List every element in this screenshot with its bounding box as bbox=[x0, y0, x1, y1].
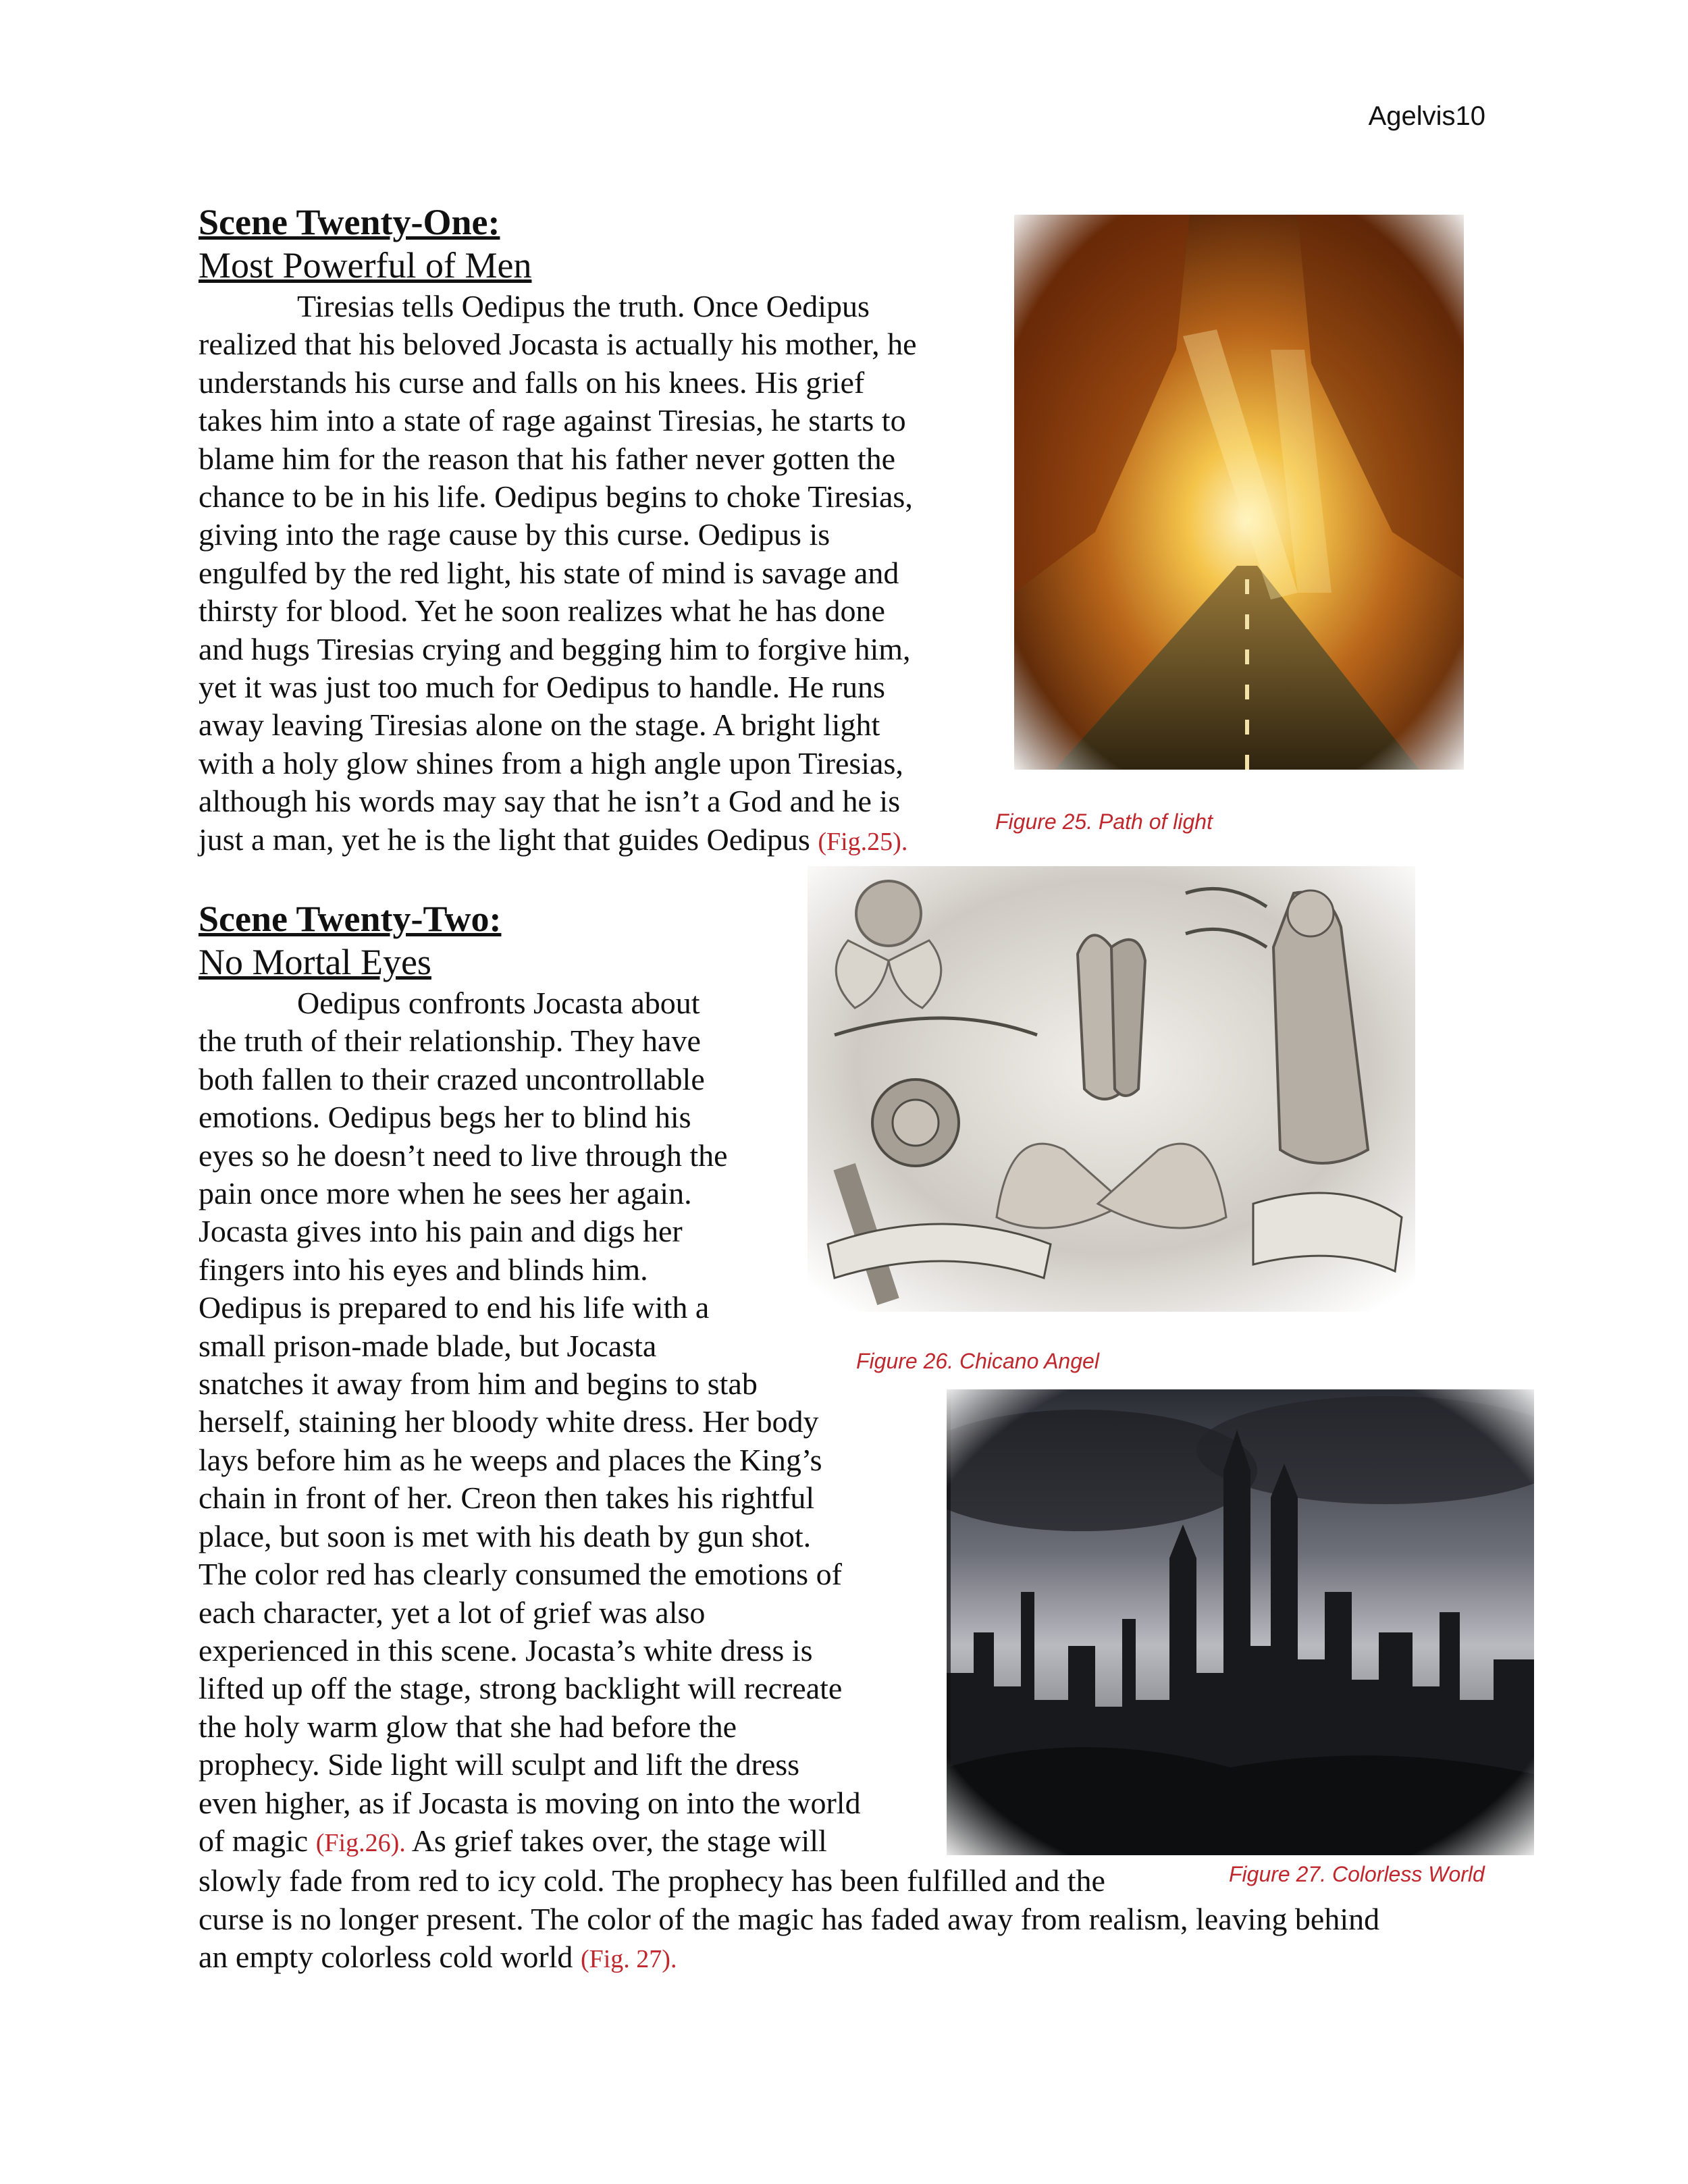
text-line: with a holy glow shines from a high angle upon Tiresias, bbox=[199, 745, 903, 780]
text-line: experienced in this scene. Jocasta’s white dress is bbox=[199, 1632, 813, 1668]
text-line: takes him into a state of rage against Tiresias, he starts to bbox=[199, 403, 906, 438]
figure-reference: (Fig.25). bbox=[818, 827, 908, 856]
text-line: both fallen to their crazed uncontrollable bbox=[199, 1061, 705, 1096]
scene-22-subtitle: No Mortal Eyes bbox=[199, 942, 431, 982]
figure-27-image bbox=[947, 1389, 1534, 1855]
scene-21-title: Scene Twenty-One: bbox=[199, 202, 500, 242]
text-line: chance to be in his life. Oedipus begins to choke Tiresias, bbox=[199, 479, 913, 514]
text-line: giving into the rage cause by this curse. Oedipus is bbox=[199, 517, 830, 552]
text-line: place, but soon is met with his death by gun shot. bbox=[199, 1518, 812, 1553]
text-line: even higher, as if Jocasta is moving on into the world bbox=[199, 1785, 861, 1820]
text-line: Tiresias tells Oedipus the truth. Once Oedipus bbox=[297, 289, 870, 323]
figure-reference: (Fig. 27). bbox=[580, 1945, 677, 1974]
text-line: Jocasta gives into his pain and digs her bbox=[199, 1214, 683, 1249]
text-line: and hugs Tiresias crying and begging him to forgive him, bbox=[199, 631, 911, 666]
text-line: lays before him as he weeps and places the King’s bbox=[199, 1442, 822, 1477]
text-line: slowly fade from red to icy cold. The prophecy has been fulfilled and the bbox=[199, 1863, 1105, 1898]
text-line: engulfed by the red light, his state of mind is savage and bbox=[199, 555, 899, 590]
text-line: realized that his beloved Jocasta is actually his mother, he bbox=[199, 327, 917, 362]
text-line: blame him for the reason that his father never gotten the bbox=[199, 441, 896, 476]
figure-27-caption: Figure 27. Colorless World bbox=[1229, 1862, 1485, 1886]
text-line: prophecy. Side light will sculpt and lift the dress bbox=[199, 1747, 800, 1782]
text-line: an empty colorless cold world (Fig. 27). bbox=[199, 1940, 677, 1975]
text-line: of magic (Fig.26). As grief takes over, the stage will bbox=[199, 1823, 827, 1858]
text-line: understands his curse and falls on his knees. His grief bbox=[199, 365, 865, 400]
text-line: thirsty for blood. Yet he soon realizes what he has done bbox=[199, 593, 885, 629]
text-line: pain once more when he sees her again. bbox=[199, 1176, 692, 1211]
text-line: emotions. Oedipus begs her to blind his bbox=[199, 1100, 691, 1135]
scene-21-paragraph bbox=[199, 288, 916, 861]
text-line: snatches it away from him and begins to stab bbox=[199, 1366, 758, 1402]
figure-25-image bbox=[1014, 215, 1464, 770]
text-line: fingers into his eyes and blinds him. bbox=[199, 1252, 648, 1287]
figure-26-caption: Figure 26. Chicano Angel bbox=[856, 1349, 1099, 1373]
text-line: The color red has clearly consumed the emotions of bbox=[199, 1557, 842, 1592]
text-line: away leaving Tiresias alone on the stage. A bright light bbox=[199, 708, 880, 743]
text-line: eyes so he doesn’t need to live through the bbox=[199, 1138, 728, 1173]
figure-26-image bbox=[808, 866, 1415, 1312]
scene-22-title: Scene Twenty-Two: bbox=[199, 899, 502, 939]
text-line: the truth of their relationship. They have bbox=[199, 1023, 701, 1059]
text-line: curse is no longer present. The color of the magic has faded away from realism, leaving behind bbox=[199, 1901, 1380, 1936]
scene-21-subtitle: Most Powerful of Men bbox=[199, 245, 532, 286]
text-line: Oedipus confronts Jocasta about bbox=[297, 986, 700, 1020]
page-header-label: Agelvis10 bbox=[1368, 101, 1485, 131]
figure-reference: (Fig.26). bbox=[315, 1828, 406, 1857]
text-line: lifted up off the stage, strong backlight will recreate bbox=[199, 1671, 843, 1706]
text-line: small prison-made blade, but Jocasta bbox=[199, 1328, 657, 1363]
text-line: chain in front of her. Creon then takes his rightful bbox=[199, 1481, 815, 1516]
figure-25-caption: Figure 25. Path of light bbox=[995, 809, 1213, 834]
text-line: yet it was just too much for Oedipus to handle. He runs bbox=[199, 670, 885, 705]
text-line: the holy warm glow that she had before the bbox=[199, 1709, 737, 1744]
text-line: just a man, yet he is the light that guides Oedipus (Fig.25). bbox=[199, 822, 908, 857]
text-line: although his words may say that he isn’t a God and he is bbox=[199, 784, 901, 819]
text-line: each character, yet a lot of grief was also bbox=[199, 1595, 706, 1630]
text-line: Oedipus is prepared to end his life with a bbox=[199, 1290, 710, 1325]
text-line: herself, staining her bloody white dress. Her body bbox=[199, 1404, 819, 1439]
